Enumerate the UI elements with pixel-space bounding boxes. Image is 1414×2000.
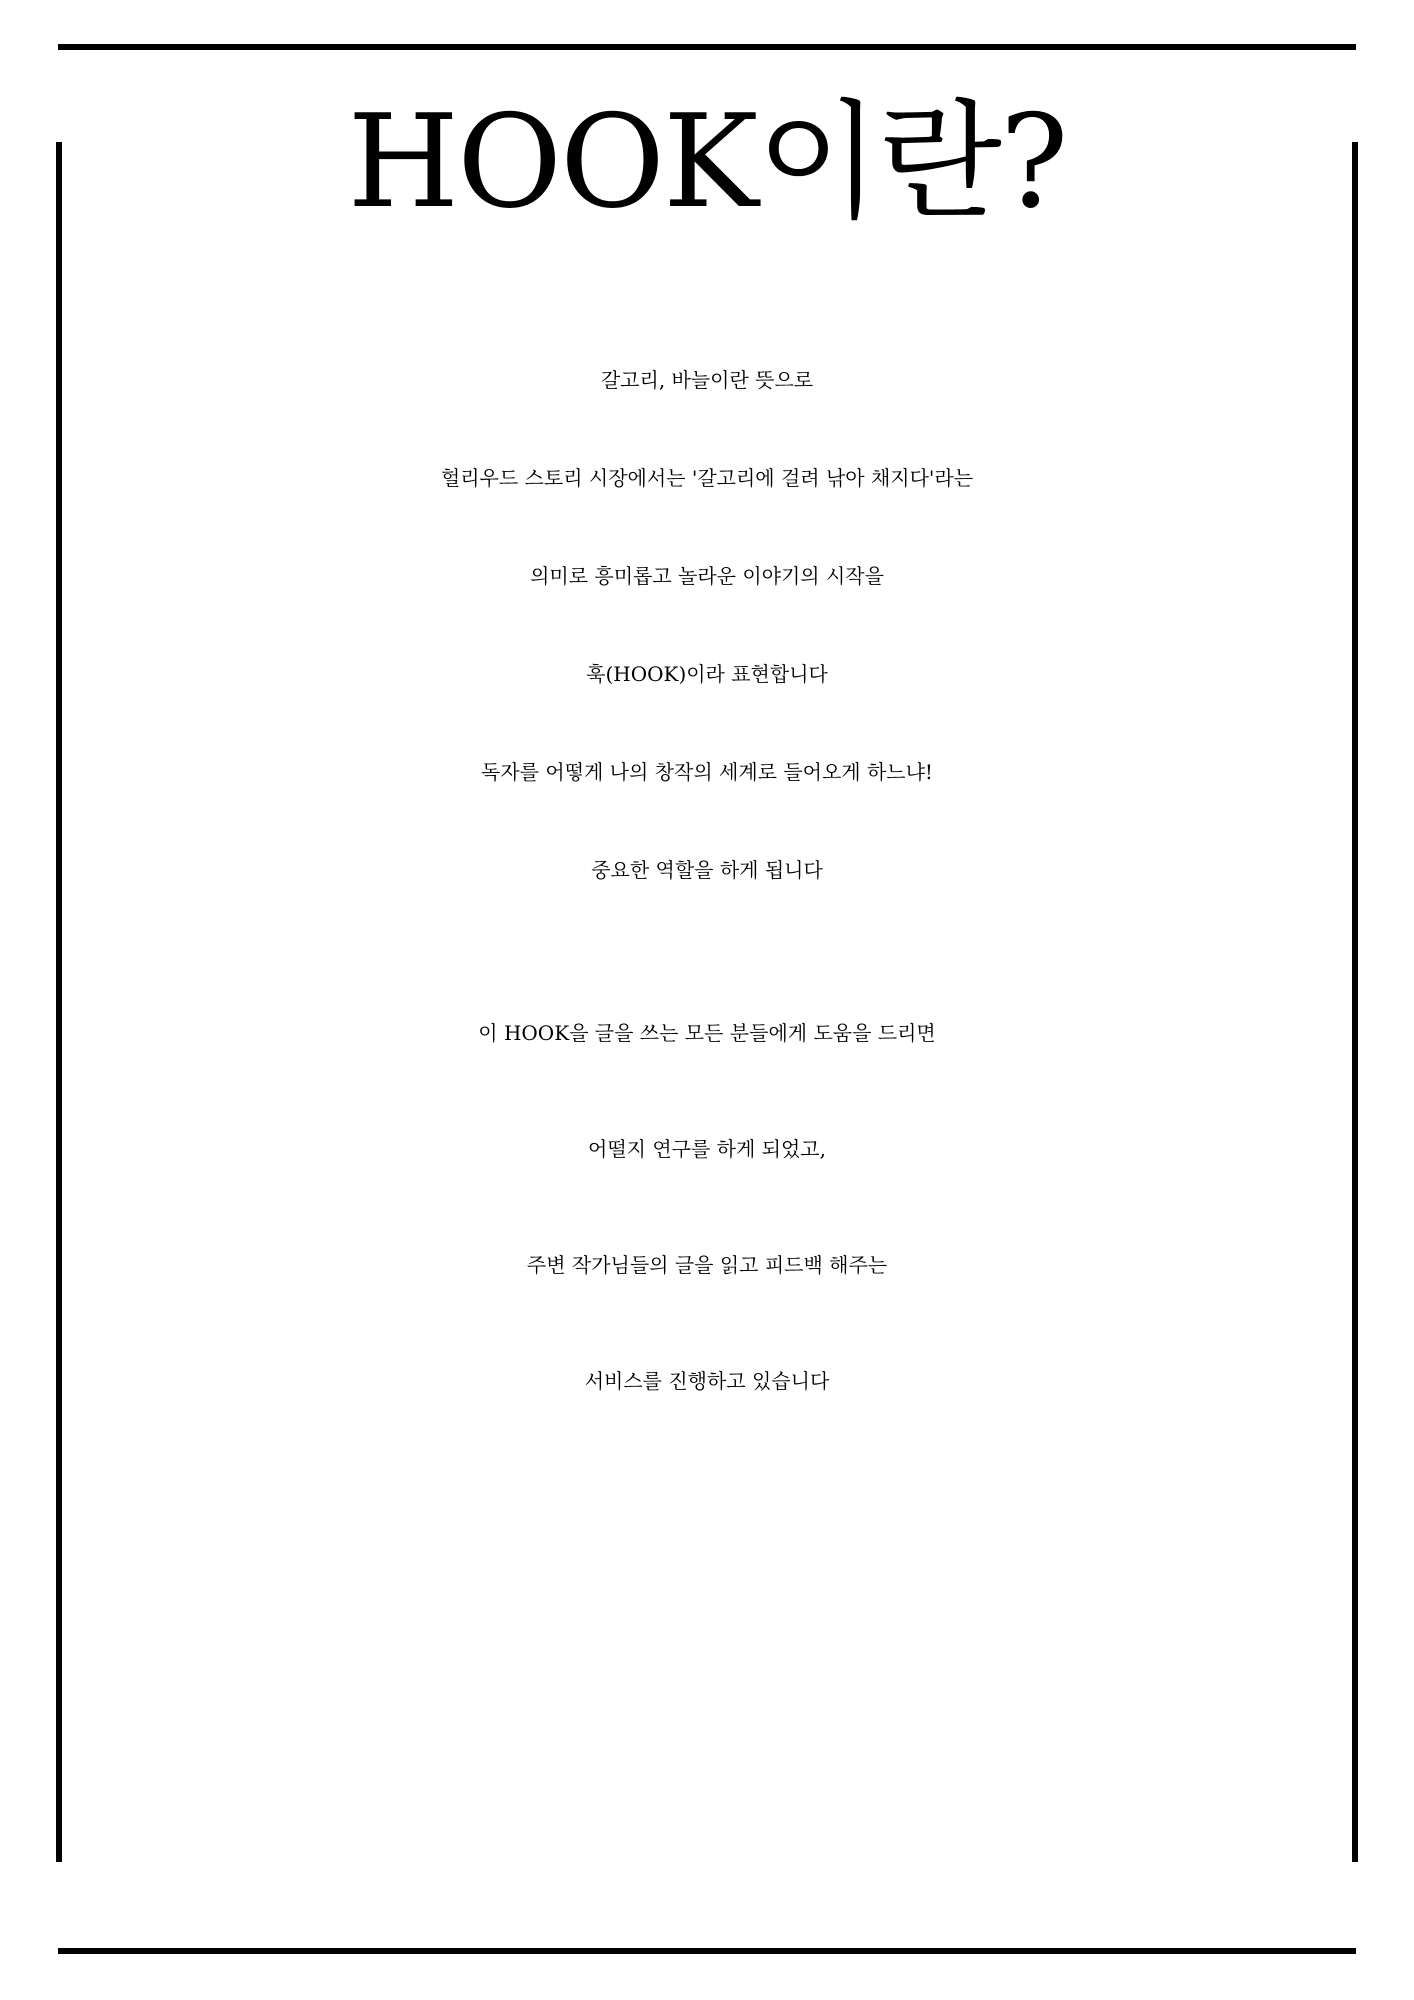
page-title: HOOK이란? bbox=[347, 88, 1067, 237]
service-line-2: 어떨지 연구를 하게 되었고, bbox=[588, 1137, 826, 1161]
service-line-3: 주변 작가님들의 글을 읽고 피드백 해주는 bbox=[526, 1253, 888, 1277]
intro-line-4: 훅(HOOK)이라 표현합니다 bbox=[586, 662, 828, 686]
intro-line-2: 헐리우드 스토리 시장에서는 '갈고리에 걸려 낚아 채지다'라는 bbox=[440, 466, 974, 490]
bottom-border-rule bbox=[58, 1948, 1356, 1954]
service-line-1: 이 HOOK을 글을 쓰는 모든 분들에게 도움을 드리면 bbox=[478, 1021, 936, 1045]
top-border-rule bbox=[58, 44, 1356, 50]
intro-line-6: 중요한 역할을 하게 됩니다 bbox=[591, 858, 823, 882]
intro-line-3: 의미로 흥미롭고 놀라운 이야기의 시작을 bbox=[530, 564, 884, 588]
service-line-4: 서비스를 진행하고 있습니다 bbox=[584, 1369, 830, 1393]
intro-line-5: 독자를 어떻게 나의 창작의 세계로 들어오게 하느냐! bbox=[481, 760, 933, 784]
left-border-rule bbox=[56, 142, 62, 1862]
intro-line-1: 갈고리, 바늘이란 뜻으로 bbox=[600, 368, 814, 392]
right-border-rule bbox=[1352, 142, 1358, 1862]
